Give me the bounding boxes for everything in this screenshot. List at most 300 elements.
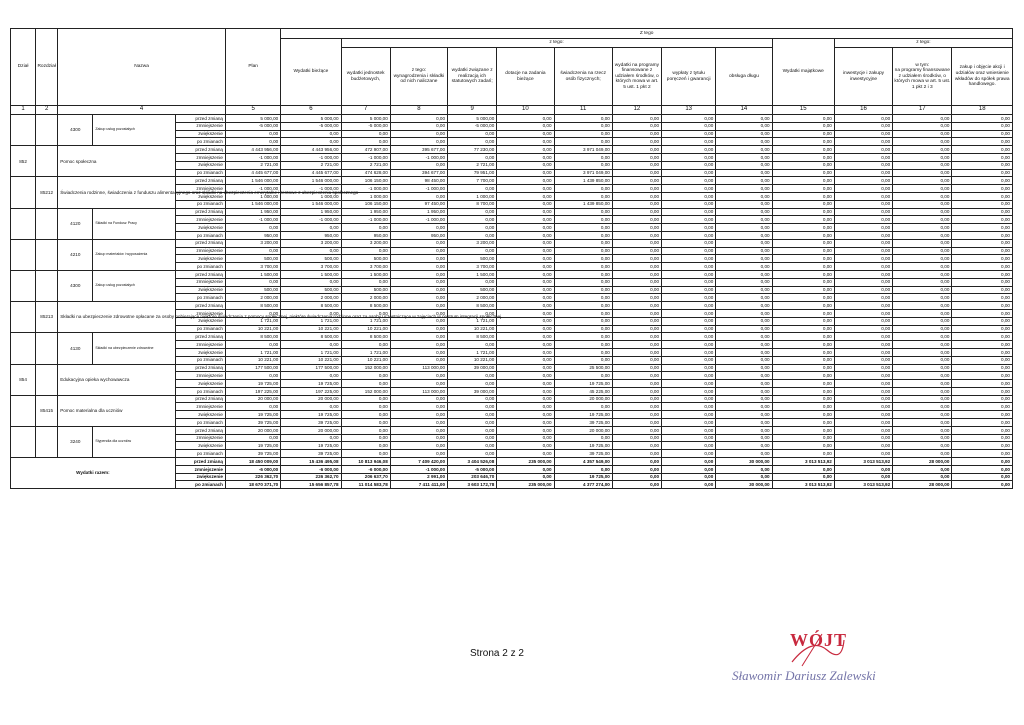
value-cell: 0,00 <box>662 208 716 216</box>
value-cell: 0,00 <box>225 309 280 317</box>
value-cell: 0,00 <box>225 403 280 411</box>
value-cell: 0,00 <box>893 270 952 278</box>
header-nazwa: Nazwa <box>58 29 226 106</box>
value-cell: 0,00 <box>952 481 1013 489</box>
value-cell: 0,00 <box>716 294 772 302</box>
row-kind: zwiększenie <box>175 442 225 450</box>
value-cell: 0,00 <box>662 185 716 193</box>
value-cell: 0,00 <box>554 263 612 271</box>
value-cell: 203 646,70 <box>448 473 497 481</box>
value-cell: 1 500,00 <box>281 270 341 278</box>
column-number: 7 <box>341 106 390 115</box>
value-cell: 0,00 <box>834 426 892 434</box>
table-row <box>11 208 1013 216</box>
value-cell: 0,00 <box>893 255 952 263</box>
value-cell: 4 377 274,00 <box>554 481 612 489</box>
value-cell: 0,00 <box>448 138 497 146</box>
value-cell: 3 700,00 <box>448 263 497 271</box>
value-cell: 0,00 <box>612 426 661 434</box>
item-name: Pomoc społeczna <box>58 146 176 177</box>
value-cell: 0,00 <box>772 247 834 255</box>
value-cell: 0,00 <box>390 263 447 271</box>
value-cell: 0,00 <box>952 364 1013 372</box>
value-cell: 3 603 172,78 <box>448 481 497 489</box>
value-cell: 39 000,00 <box>448 364 497 372</box>
value-cell: 0,00 <box>772 356 834 364</box>
value-cell: 0,00 <box>952 247 1013 255</box>
value-cell: 0,00 <box>662 177 716 185</box>
value-cell: 0,00 <box>893 146 952 154</box>
value-cell: 0,00 <box>893 341 952 349</box>
value-cell: 0,00 <box>772 231 834 239</box>
value-cell: 0,00 <box>716 177 772 185</box>
value-cell: 1 721,00 <box>281 348 341 356</box>
row-kind: po zmianach <box>175 200 225 208</box>
value-cell: 0,00 <box>554 325 612 333</box>
value-cell: 0,00 <box>893 161 952 169</box>
value-cell: 2 721,00 <box>341 161 390 169</box>
value-cell: 0,00 <box>834 411 892 419</box>
value-cell: 10 221,00 <box>225 356 280 364</box>
dzial-cell <box>11 395 36 426</box>
value-cell: 0,00 <box>716 247 772 255</box>
value-cell: 2 721,00 <box>225 161 280 169</box>
value-cell: 1 000,00 <box>448 192 497 200</box>
value-cell: 0,00 <box>612 255 661 263</box>
value-cell: 0,00 <box>952 153 1013 161</box>
value-cell: 0,00 <box>772 372 834 380</box>
row-kind: zmniejszenie <box>175 278 225 286</box>
value-cell: 113 000,00 <box>390 364 447 372</box>
value-cell: 0,00 <box>225 224 280 232</box>
item-name: Składki na Fundusz Pracy <box>93 208 175 239</box>
value-cell: 950,00 <box>341 231 390 239</box>
value-cell: 0,00 <box>834 192 892 200</box>
row-kind: przed zmianą <box>175 146 225 154</box>
value-cell: 0,00 <box>554 434 612 442</box>
value-cell: 1 721,00 <box>448 317 497 325</box>
value-cell: 0,00 <box>341 341 390 349</box>
row-kind: zwiększenie <box>175 348 225 356</box>
header-akcje: zakup i objęcie akcji i udziałów oraz wniesienie wkładów do spółek prawa handlowego. <box>952 48 1013 106</box>
value-cell: 0,00 <box>554 333 612 341</box>
value-cell: 28 000,00 <box>893 458 952 466</box>
value-cell: 0,00 <box>612 231 661 239</box>
value-cell: 0,00 <box>612 348 661 356</box>
dzial-cell: 852 <box>11 146 36 177</box>
value-cell: 0,00 <box>662 387 716 395</box>
value-cell: 0,00 <box>497 224 554 232</box>
value-cell: 0,00 <box>716 372 772 380</box>
value-cell: 500,00 <box>281 255 341 263</box>
row-kind: po zmianach <box>175 169 225 177</box>
value-cell: 0,00 <box>716 208 772 216</box>
value-cell: 0,00 <box>497 419 554 427</box>
value-cell: -1 000,00 <box>281 216 341 224</box>
header-z-tego-jednostek: z tego: <box>411 68 427 74</box>
value-cell: 177 500,00 <box>225 364 280 372</box>
value-cell: 1 546 000,00 <box>281 177 341 185</box>
column-number: 6 <box>281 106 341 115</box>
value-cell: 0,00 <box>716 231 772 239</box>
value-cell: 474 628,00 <box>341 169 390 177</box>
value-cell: 8 500,00 <box>225 302 280 310</box>
header-w-tym: w tym: <box>915 62 930 68</box>
value-cell: 10 221,00 <box>448 356 497 364</box>
row-kind: po zmianach <box>175 481 225 489</box>
value-cell: 0,00 <box>952 115 1013 123</box>
header-plan: Plan <box>225 29 280 106</box>
value-cell: 0,00 <box>893 138 952 146</box>
value-cell: 0,00 <box>952 216 1013 224</box>
value-cell: 0,00 <box>448 309 497 317</box>
value-cell: 0,00 <box>772 403 834 411</box>
paragraph-code: 4130 <box>58 333 93 364</box>
row-kind: po zmianach <box>175 387 225 395</box>
value-cell: 0,00 <box>554 341 612 349</box>
value-cell: 20 000,00 <box>225 426 280 434</box>
value-cell: 0,00 <box>281 278 341 286</box>
value-cell: 19 725,00 <box>281 411 341 419</box>
value-cell: 0,00 <box>834 177 892 185</box>
value-cell: 0,00 <box>390 247 447 255</box>
value-cell: 0,00 <box>893 302 952 310</box>
value-cell: 3 200,00 <box>448 239 497 247</box>
value-cell: 0,00 <box>893 317 952 325</box>
value-cell: 0,00 <box>893 185 952 193</box>
value-cell: 0,00 <box>612 177 661 185</box>
row-kind: po zmianach <box>175 450 225 458</box>
value-cell: 0,00 <box>893 130 952 138</box>
rozdzial-cell: 85213 <box>36 302 58 333</box>
value-cell: 152 000,00 <box>341 364 390 372</box>
value-cell: 3 013 513,92 <box>772 458 834 466</box>
signature-stamp <box>730 630 900 690</box>
value-cell: 0,00 <box>612 286 661 294</box>
rozdzial-cell <box>36 115 58 146</box>
row-kind: zmniejszenie <box>175 122 225 130</box>
value-cell: 394 677,00 <box>390 169 447 177</box>
value-cell: 0,00 <box>772 161 834 169</box>
value-cell: 0,00 <box>390 348 447 356</box>
value-cell: 0,00 <box>952 161 1013 169</box>
header-inwestycje: inwestycje i zakupy inwestycyjne <box>834 48 892 106</box>
value-cell: 0,00 <box>772 333 834 341</box>
row-kind: zmniejszenie <box>175 247 225 255</box>
value-cell: 0,00 <box>390 302 447 310</box>
value-cell: 0,00 <box>448 450 497 458</box>
value-cell: 0,00 <box>834 224 892 232</box>
value-cell: 0,00 <box>834 395 892 403</box>
value-cell: 5 000,00 <box>281 115 341 123</box>
value-cell: 152 000,00 <box>341 387 390 395</box>
value-cell: 0,00 <box>448 247 497 255</box>
row-kind: przed zmianą <box>175 333 225 341</box>
value-cell: 10 221,00 <box>448 325 497 333</box>
signature-title: WÓJT <box>790 630 848 650</box>
value-cell: 0,00 <box>893 231 952 239</box>
value-cell: 4 445 677,00 <box>281 169 341 177</box>
value-cell: 0,00 <box>772 419 834 427</box>
value-cell: 1 950,00 <box>281 208 341 216</box>
value-cell: 0,00 <box>554 208 612 216</box>
value-cell: 0,00 <box>662 255 716 263</box>
value-cell: 0,00 <box>341 434 390 442</box>
value-cell: 0,00 <box>390 325 447 333</box>
value-cell: 0,00 <box>893 356 952 364</box>
value-cell: 0,00 <box>225 434 280 442</box>
value-cell: -5 000,00 <box>281 122 341 130</box>
value-cell: -1 000,00 <box>341 216 390 224</box>
value-cell: 0,00 <box>952 380 1013 388</box>
row-kind: zwiększenie <box>175 411 225 419</box>
value-cell: -1 000,00 <box>341 153 390 161</box>
value-cell: 0,00 <box>612 403 661 411</box>
value-cell: 0,00 <box>554 356 612 364</box>
value-cell: 8 700,00 <box>448 200 497 208</box>
value-cell: 0,00 <box>497 356 554 364</box>
rozdzial-cell <box>36 333 58 364</box>
value-cell: 0,00 <box>772 263 834 271</box>
value-cell: 0,00 <box>554 122 612 130</box>
value-cell: -5 000,00 <box>448 122 497 130</box>
value-cell: 7 409 420,00 <box>390 458 447 466</box>
value-cell: 1 546 000,00 <box>225 177 280 185</box>
value-cell: 0,00 <box>662 450 716 458</box>
value-cell: -1 000,00 <box>225 185 280 193</box>
value-cell: 11 014 583,78 <box>341 481 390 489</box>
value-cell: 0,00 <box>448 278 497 286</box>
value-cell: 0,00 <box>612 224 661 232</box>
value-cell: 0,00 <box>716 153 772 161</box>
value-cell: 0,00 <box>834 341 892 349</box>
rozdzial-cell <box>36 239 58 270</box>
value-cell: 0,00 <box>952 356 1013 364</box>
budget-table <box>10 28 1013 489</box>
budget-sheet <box>10 28 1013 489</box>
row-kind: przed zmianą <box>175 302 225 310</box>
value-cell: 0,00 <box>341 450 390 458</box>
value-cell: 1 721,00 <box>281 317 341 325</box>
paragraph-code: 4210 <box>58 239 93 270</box>
value-cell: 0,00 <box>497 239 554 247</box>
column-number: 17 <box>893 106 952 115</box>
value-cell: 0,00 <box>497 309 554 317</box>
value-cell: 0,00 <box>448 216 497 224</box>
value-cell: 0,00 <box>281 224 341 232</box>
value-cell: 0,00 <box>554 216 612 224</box>
value-cell: 0,00 <box>716 364 772 372</box>
value-cell: 0,00 <box>612 161 661 169</box>
value-cell: 7 700,00 <box>448 177 497 185</box>
value-cell: 0,00 <box>390 317 447 325</box>
column-number: 16 <box>834 106 892 115</box>
value-cell: 4 357 549,00 <box>554 458 612 466</box>
dzial-cell <box>11 115 36 146</box>
value-cell: 0,00 <box>662 115 716 123</box>
value-cell: 8 500,00 <box>341 333 390 341</box>
value-cell: 0,00 <box>341 395 390 403</box>
value-cell: 0,00 <box>390 286 447 294</box>
value-cell: -5 000,00 <box>341 122 390 130</box>
value-cell: 197 225,00 <box>225 387 280 395</box>
value-cell: 0,00 <box>612 419 661 427</box>
value-cell: 0,00 <box>952 302 1013 310</box>
header-inwestycje-ue-label: na programy finansowane z udziałem środków, o których mowa w art. 5 ust. 1 pkt 2 i 3 <box>894 68 951 90</box>
header-dotacje: dotacje na zadania bieżące <box>497 48 554 106</box>
value-cell: 0,00 <box>281 434 341 442</box>
value-cell: 4 443 956,00 <box>225 146 280 154</box>
value-cell: 15 656 857,78 <box>281 481 341 489</box>
value-cell: 3 200,00 <box>225 239 280 247</box>
value-cell: 0,00 <box>662 192 716 200</box>
value-cell: 0,00 <box>716 161 772 169</box>
value-cell: 0,00 <box>662 317 716 325</box>
value-cell: 500,00 <box>341 255 390 263</box>
value-cell: 18 450 009,00 <box>225 458 280 466</box>
value-cell: 0,00 <box>772 434 834 442</box>
value-cell: 0,00 <box>772 348 834 356</box>
value-cell: 19 725,00 <box>554 473 612 481</box>
value-cell: 0,00 <box>554 138 612 146</box>
value-cell: 0,00 <box>390 333 447 341</box>
value-cell: 0,00 <box>497 161 554 169</box>
value-cell: 0,00 <box>662 200 716 208</box>
value-cell: 0,00 <box>772 380 834 388</box>
column-number: 9 <box>448 106 497 115</box>
value-cell: 0,00 <box>662 263 716 271</box>
value-cell: 0,00 <box>893 450 952 458</box>
value-cell: 0,00 <box>612 208 661 216</box>
total-label: Wydatki razem: <box>11 458 176 489</box>
row-kind: po zmianach <box>175 325 225 333</box>
value-cell: 0,00 <box>497 138 554 146</box>
value-cell: 0,00 <box>390 130 447 138</box>
rozdzial-cell <box>36 146 58 177</box>
column-number: 13 <box>662 106 716 115</box>
value-cell: 0,00 <box>834 380 892 388</box>
value-cell: 0,00 <box>390 372 447 380</box>
item-name: Pomoc materialna dla uczniów <box>58 395 176 426</box>
value-cell: 0,00 <box>554 309 612 317</box>
value-cell: 0,00 <box>662 138 716 146</box>
dzial-cell: 854 <box>11 364 36 395</box>
dzial-cell <box>11 177 36 208</box>
value-cell: 0,00 <box>716 395 772 403</box>
value-cell: 0,00 <box>716 309 772 317</box>
value-cell: 0,00 <box>341 380 390 388</box>
value-cell: 3 971 049,00 <box>554 146 612 154</box>
value-cell: 0,00 <box>834 122 892 130</box>
value-cell: 0,00 <box>716 138 772 146</box>
value-cell: -1 000,00 <box>390 153 447 161</box>
value-cell: 0,00 <box>952 419 1013 427</box>
value-cell: 0,00 <box>772 442 834 450</box>
value-cell: 0,00 <box>662 278 716 286</box>
header-wydatki-biezace: Wydatki bieżące <box>281 39 341 106</box>
value-cell: 0,00 <box>448 224 497 232</box>
value-cell: 0,00 <box>952 130 1013 138</box>
value-cell: 0,00 <box>390 380 447 388</box>
value-cell: 10 221,00 <box>341 325 390 333</box>
value-cell: 1 721,00 <box>225 317 280 325</box>
value-cell: 0,00 <box>772 426 834 434</box>
value-cell: 0,00 <box>772 138 834 146</box>
table-row <box>11 426 1013 434</box>
value-cell: 0,00 <box>834 153 892 161</box>
value-cell: 0,00 <box>772 153 834 161</box>
value-cell: 0,00 <box>497 231 554 239</box>
row-kind: przed zmianą <box>175 115 225 123</box>
value-cell: 0,00 <box>716 224 772 232</box>
value-cell: 0,00 <box>716 270 772 278</box>
value-cell: 0,00 <box>497 372 554 380</box>
value-cell: 0,00 <box>716 302 772 310</box>
rozdzial-cell <box>36 208 58 239</box>
row-kind: przed zmianą <box>175 364 225 372</box>
value-cell: 0,00 <box>893 348 952 356</box>
value-cell: 0,00 <box>716 356 772 364</box>
item-name: Zakup usług pozostałych <box>93 115 175 146</box>
value-cell: 0,00 <box>834 115 892 123</box>
value-cell: 0,00 <box>834 348 892 356</box>
value-cell: 0,00 <box>716 411 772 419</box>
value-cell: 1 546 000,00 <box>225 200 280 208</box>
value-cell: 0,00 <box>662 231 716 239</box>
value-cell: 0,00 <box>662 458 716 466</box>
value-cell: 0,00 <box>390 442 447 450</box>
value-cell: 0,00 <box>716 426 772 434</box>
value-cell: 0,00 <box>716 333 772 341</box>
value-cell: 0,00 <box>662 294 716 302</box>
value-cell: 395 677,00 <box>390 146 447 154</box>
value-cell: 0,00 <box>834 442 892 450</box>
row-kind: zmniejszenie <box>175 309 225 317</box>
value-cell: 0,00 <box>716 450 772 458</box>
value-cell: 500,00 <box>281 286 341 294</box>
column-number: 5 <box>225 106 280 115</box>
value-cell: 0,00 <box>612 278 661 286</box>
value-cell: 0,00 <box>612 450 661 458</box>
value-cell: 0,00 <box>497 122 554 130</box>
value-cell: 0,00 <box>612 153 661 161</box>
row-kind: zwiększenie <box>175 380 225 388</box>
value-cell: 0,00 <box>281 138 341 146</box>
table-row <box>11 115 1013 123</box>
value-cell: 1 721,00 <box>225 348 280 356</box>
row-kind: po zmianach <box>175 138 225 146</box>
header-wynagrodzenia-label: wynagrodzenia i składki od nich naliczane <box>393 73 445 85</box>
value-cell: 0,00 <box>893 325 952 333</box>
value-cell: 0,00 <box>662 247 716 255</box>
row-kind: zwiększenie <box>175 192 225 200</box>
value-cell: 0,00 <box>390 450 447 458</box>
value-cell: 0,00 <box>952 434 1013 442</box>
value-cell: 0,00 <box>772 364 834 372</box>
value-cell: 3 013 513,92 <box>772 481 834 489</box>
value-cell: 0,00 <box>390 403 447 411</box>
value-cell: 0,00 <box>952 270 1013 278</box>
value-cell: 0,00 <box>893 200 952 208</box>
value-cell: 0,00 <box>662 153 716 161</box>
value-cell: 235 000,00 <box>497 481 554 489</box>
value-cell: 0,00 <box>612 239 661 247</box>
value-cell: 0,00 <box>716 387 772 395</box>
value-cell: 0,00 <box>772 341 834 349</box>
row-kind: zmniejszenie <box>175 153 225 161</box>
value-cell: 0,00 <box>497 341 554 349</box>
value-cell: 19 725,00 <box>281 442 341 450</box>
